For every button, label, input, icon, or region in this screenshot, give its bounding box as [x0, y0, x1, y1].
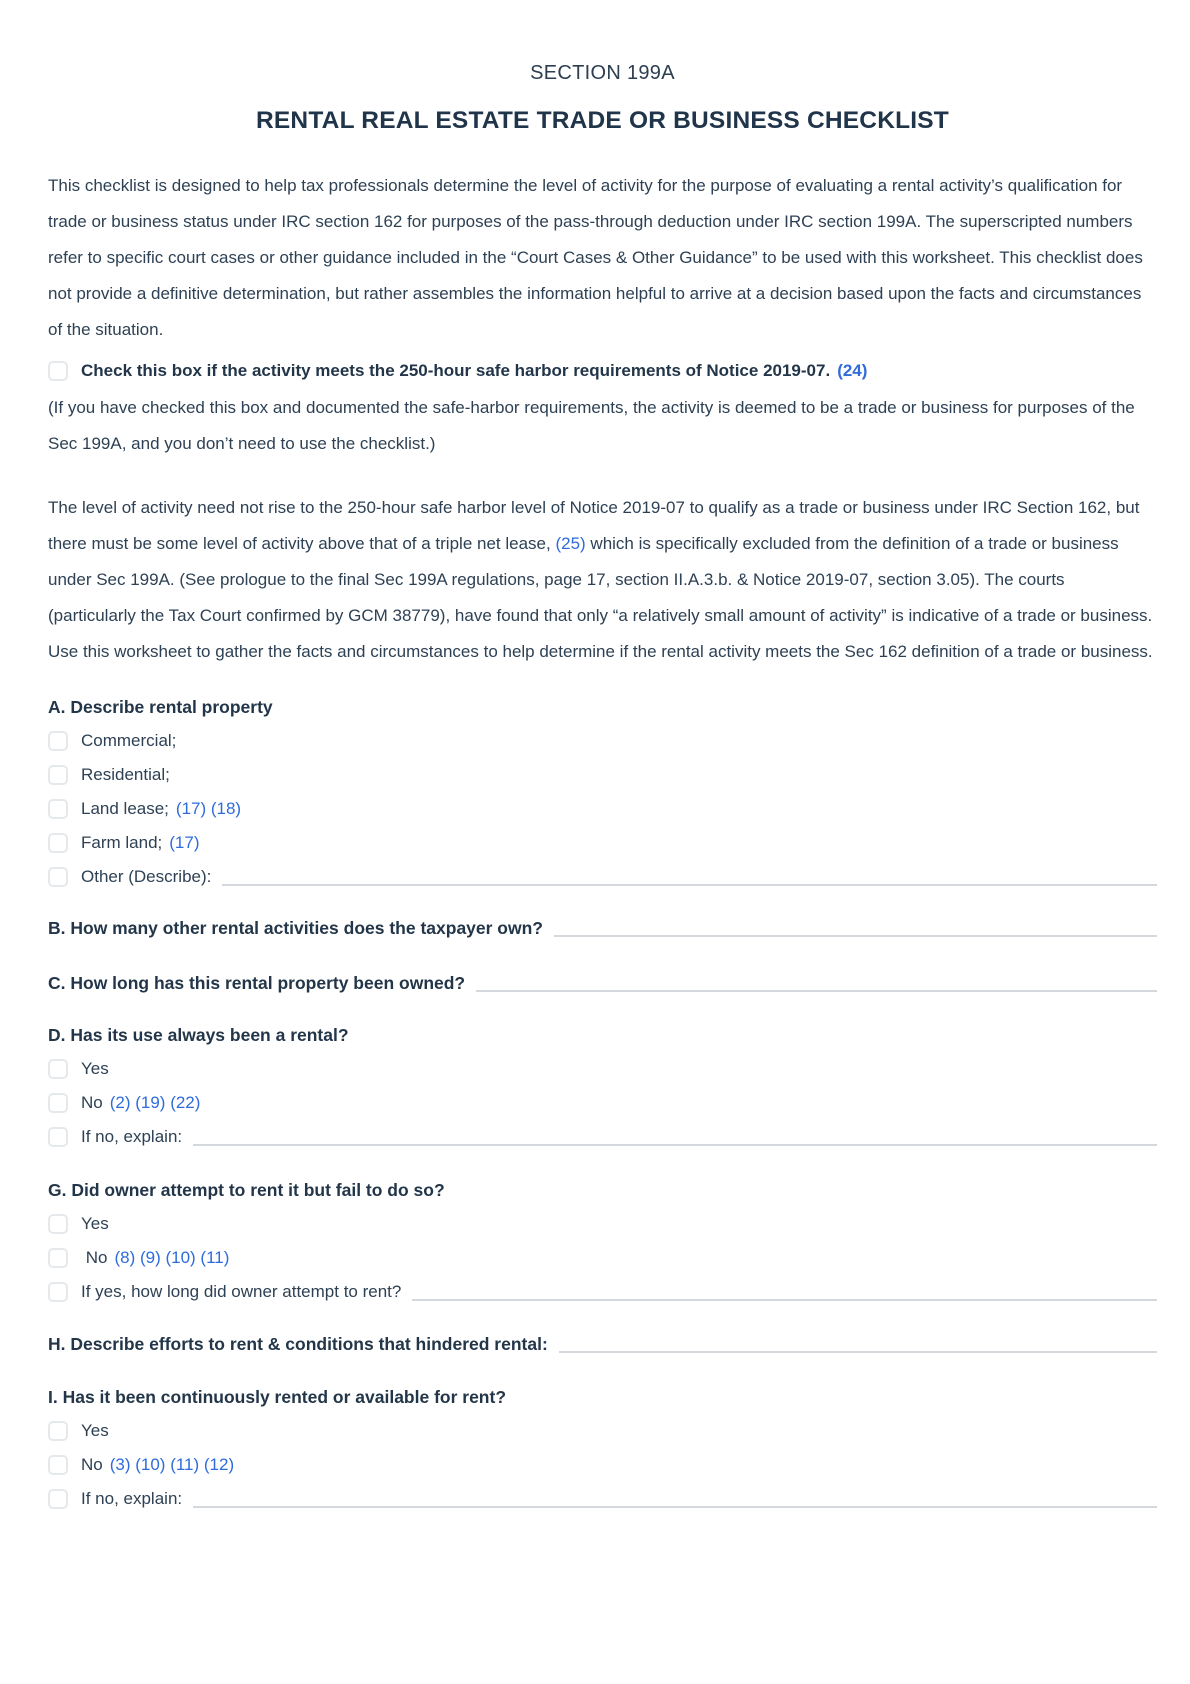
- safe-harbor-label: Check this box if the activity meets the 250-hour safe harbor requirements of Notice 2019-07.: [81, 361, 831, 380]
- citation-links[interactable]: (17): [169, 833, 200, 852]
- safe-harbor-row: [48, 360, 1157, 382]
- section-d-heading: D. Has its use always been a rental?: [48, 1025, 349, 1045]
- section-c: [48, 972, 1157, 994]
- list-item: [48, 730, 1157, 752]
- item-label: Yes: [81, 1214, 109, 1233]
- section-h-heading: H. Describe efforts to rent & conditions that hindered rental:: [48, 1333, 548, 1354]
- paragraph-text: which is specifically excluded from the definition of a trade or business under Sec 199A. (See prologue to the final Sec 199A regulations, page 17, section II.A.3.b. & Notice 2019-07, section 3.05). The courts (particularly the Tax Court confirmed by GCM 38779), have found that only “a relatively small amount of activity” is indicative of a trade or business. Use this worksheet to gather the facts and circumstances to help determine if the rental activity meets the Sec 162 definition of a trade or business.: [48, 534, 1153, 661]
- checkbox-yes[interactable]: [48, 1059, 68, 1079]
- fill-in-line[interactable]: [476, 990, 1157, 992]
- paragraph-text: The level of activity need not rise to the 250-hour safe harbor level of Notice 2019-07 to qualify as a trade or business under IRC Section 162, but there must be some level of activity above that of a triple net lease,: [48, 498, 1140, 553]
- checkbox-yes[interactable]: [48, 1421, 68, 1441]
- question-row: [48, 1333, 1157, 1355]
- document-header: [48, 62, 1157, 135]
- safe-harbor-checkbox[interactable]: [48, 361, 68, 381]
- citation-links[interactable]: (17) (18): [175, 799, 242, 818]
- list-item: [48, 1213, 1157, 1235]
- fill-in-line[interactable]: [559, 1351, 1157, 1353]
- checkbox-yes[interactable]: [48, 1214, 68, 1234]
- section-d: [48, 1025, 1157, 1148]
- fill-in-line[interactable]: [412, 1299, 1157, 1301]
- item-label: Commercial;: [81, 731, 177, 750]
- item-label: Land lease;: [81, 799, 169, 818]
- citation-links[interactable]: (3) (10) (11) (12): [109, 1455, 235, 1474]
- item-label: If yes, how long did owner attempt to rent?: [81, 1282, 402, 1301]
- item-label: Other (Describe):: [81, 867, 212, 886]
- list-item: [48, 832, 1157, 854]
- item-label: No: [81, 1093, 103, 1112]
- citation-link[interactable]: (25): [555, 534, 586, 553]
- checkbox-if-yes-how-long[interactable]: [48, 1282, 68, 1302]
- citation-links[interactable]: (8) (9) (10) (11): [114, 1248, 230, 1267]
- section-h: [48, 1333, 1157, 1355]
- list-item: [48, 1281, 1157, 1303]
- item-label: If no, explain:: [81, 1489, 183, 1508]
- list-item: [48, 1058, 1157, 1080]
- checkbox-if-no-explain[interactable]: [48, 1127, 68, 1147]
- item-label: If no, explain:: [81, 1127, 183, 1146]
- list-item: [48, 1454, 1157, 1476]
- section-i-heading: I. Has it been continuously rented or available for rent?: [48, 1387, 507, 1407]
- checkbox-no[interactable]: [48, 1455, 68, 1475]
- intro-paragraph: This checklist is designed to help tax professionals determine the level of activity for the purpose of evaluating a rental activity’s qualification for trade or business status under IRC section 162 for purposes of the pass-through deduction under IRC section 199A. The superscripted numbers refer to specific court cases or other guidance included in the “Court Cases & Other Guidance” to be used with this worksheet. This checklist does not provide a definitive determination, but rather assembles the information helpful to arrive at a decision based upon the facts and circumstances of the situation.: [48, 176, 1143, 339]
- item-label: Farm land;: [81, 833, 163, 852]
- item-label: No: [81, 1248, 108, 1267]
- item-label: Yes: [81, 1059, 109, 1078]
- section-g-heading: G. Did owner attempt to rent it but fail to do so?: [48, 1180, 445, 1200]
- section-g: [48, 1180, 1157, 1303]
- checkbox-land-lease[interactable]: [48, 799, 68, 819]
- checkbox-no[interactable]: [48, 1093, 68, 1113]
- section-label: SECTION 199A: [530, 62, 675, 84]
- section-i: [48, 1387, 1157, 1510]
- item-label: Residential;: [81, 765, 170, 784]
- checkbox-other[interactable]: [48, 867, 68, 887]
- question-row: [48, 972, 1157, 994]
- checkbox-if-no-explain[interactable]: [48, 1489, 68, 1509]
- fill-in-line[interactable]: [193, 1144, 1157, 1146]
- checkbox-farm-land[interactable]: [48, 833, 68, 853]
- question-row: [48, 917, 1157, 939]
- list-item: [48, 798, 1157, 820]
- list-item: [48, 1420, 1157, 1442]
- checkbox-residential[interactable]: [48, 765, 68, 785]
- list-item: [48, 1488, 1157, 1510]
- section-a: [48, 697, 1157, 888]
- list-item: [48, 1092, 1157, 1114]
- list-item: [48, 1126, 1157, 1148]
- list-item: [48, 764, 1157, 786]
- fill-in-line[interactable]: [554, 935, 1157, 937]
- section-b: [48, 917, 1157, 939]
- section-c-heading: C. How long has this rental property been owned?: [48, 972, 466, 993]
- safe-harbor-note: (If you have checked this box and documented the safe-harbor requirements, the activity is deemed to be a trade or business for purposes of the Sec 199A, and you don’t need to use the checklist.): [48, 398, 1135, 453]
- citation-links[interactable]: (2) (19) (22): [109, 1093, 201, 1112]
- item-label: Yes: [81, 1421, 109, 1440]
- list-item: [48, 1247, 1157, 1269]
- checkbox-commercial[interactable]: [48, 731, 68, 751]
- item-label: No: [81, 1455, 103, 1474]
- section-b-heading: B. How many other rental activities does the taxpayer own?: [48, 917, 543, 938]
- fill-in-line[interactable]: [193, 1506, 1157, 1508]
- section-a-heading: A. Describe rental property: [48, 697, 273, 717]
- checkbox-no[interactable]: [48, 1248, 68, 1268]
- list-item: [48, 866, 1157, 888]
- fill-in-line[interactable]: [222, 884, 1157, 886]
- page-title: RENTAL REAL ESTATE TRADE OR BUSINESS CHECKLIST: [256, 107, 949, 134]
- activity-level-paragraph: [48, 490, 1157, 670]
- citation-link[interactable]: (24): [837, 361, 868, 380]
